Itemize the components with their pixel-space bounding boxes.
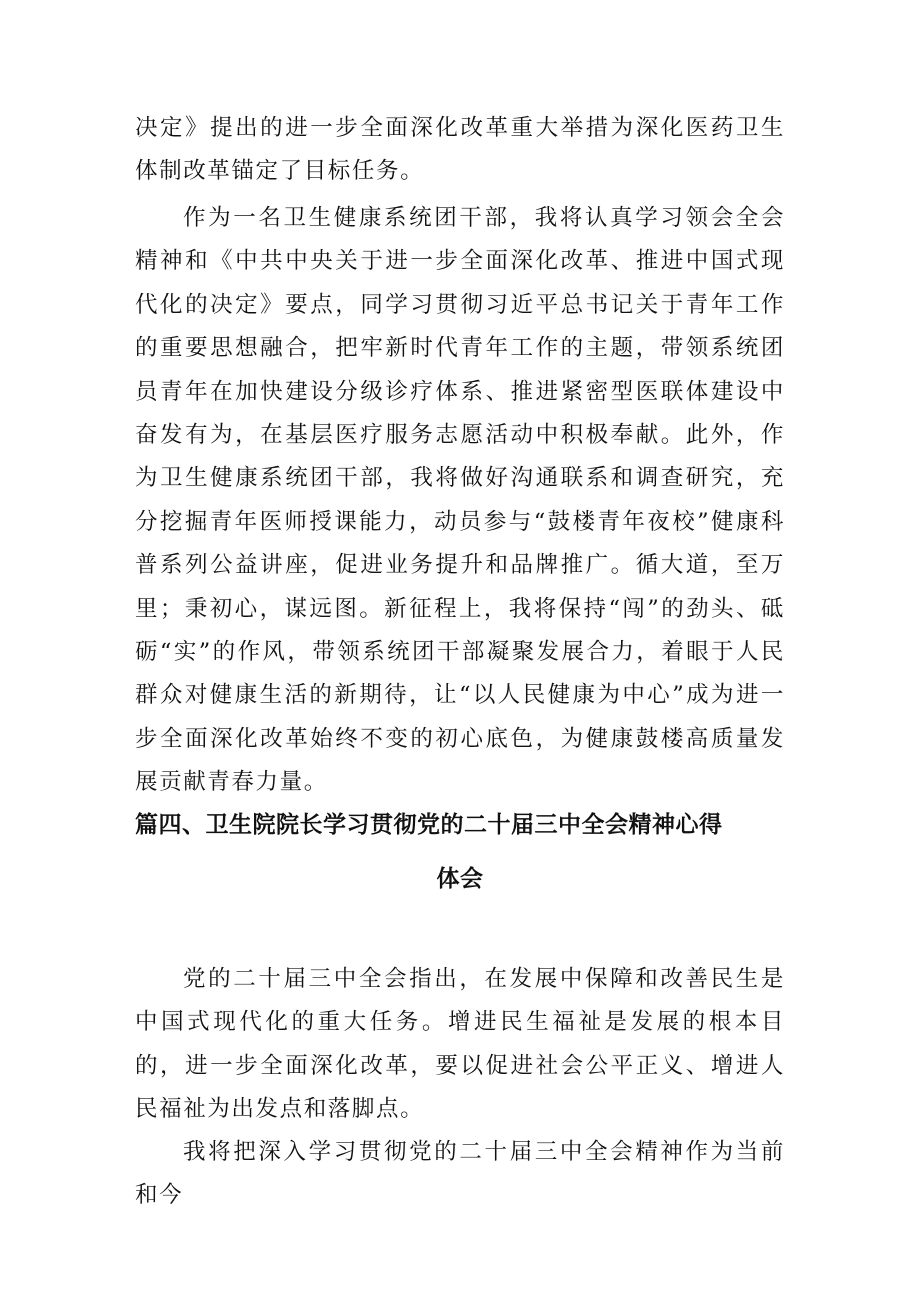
section-heading (135, 798, 785, 906)
paragraph-livelihood: 党的二十届三中全会指出，在发展中保障和改善民生是中国式现代化的重大任务。增进民生福祉是发展的根本目的，进一步全面深化改革，要以促进社会公平正义、增进人民福祉为出发点和落脚点。 (135, 966, 785, 1123)
paragraph-youth-work: 作为一名卫生健康系统团干部，我将认真学习领会全会精神和《中共中央关于进一步全面深化改革、推进中国式现代化的决定》要点，同学习贯彻习近平总书记关于青年工作的重要思想融合，把牢新时代青年工作的主题，带领系统团员青年在加快建设分级诊疗体系、推进紧密型医联体建设中奋发有为，在基层医疗服务志愿活动中积极奉献。此外，作为卫生健康系统团干部，我将做好沟通联系和调查研究，充分挖掘青年医师授课能力，动员参与“鼓楼青年夜校”健康科普系列公益讲座，促进业务提升和品牌推广。循大道，至万里；秉初心，谋远图。新征程上，我将保持“闯”的劲头、砥砺“实”的作风，带领系统团干部凝聚发展合力，着眼于人民群众对健康生活的新期待，让“以人民健康为中心”成为进一步全面深化改革始终不变的初心底色，为健康鼓楼高质量发展贡献青春力量。 (135, 205, 785, 796)
paragraph-commitment: 我将把深入学习贯彻党的二十届三中全会精神作为当前和今 (135, 1139, 785, 1209)
section-heading-line1: 篇四、卫生院院长学习贯彻党的二十届三中全会精神心得 (135, 812, 723, 838)
paragraph-continuation: 决定》提出的进一步全面深化改革重大举措为深化医药卫生体制改革锚定了目标任务。 (135, 115, 785, 185)
section-heading-line2: 体会 (436, 866, 484, 892)
